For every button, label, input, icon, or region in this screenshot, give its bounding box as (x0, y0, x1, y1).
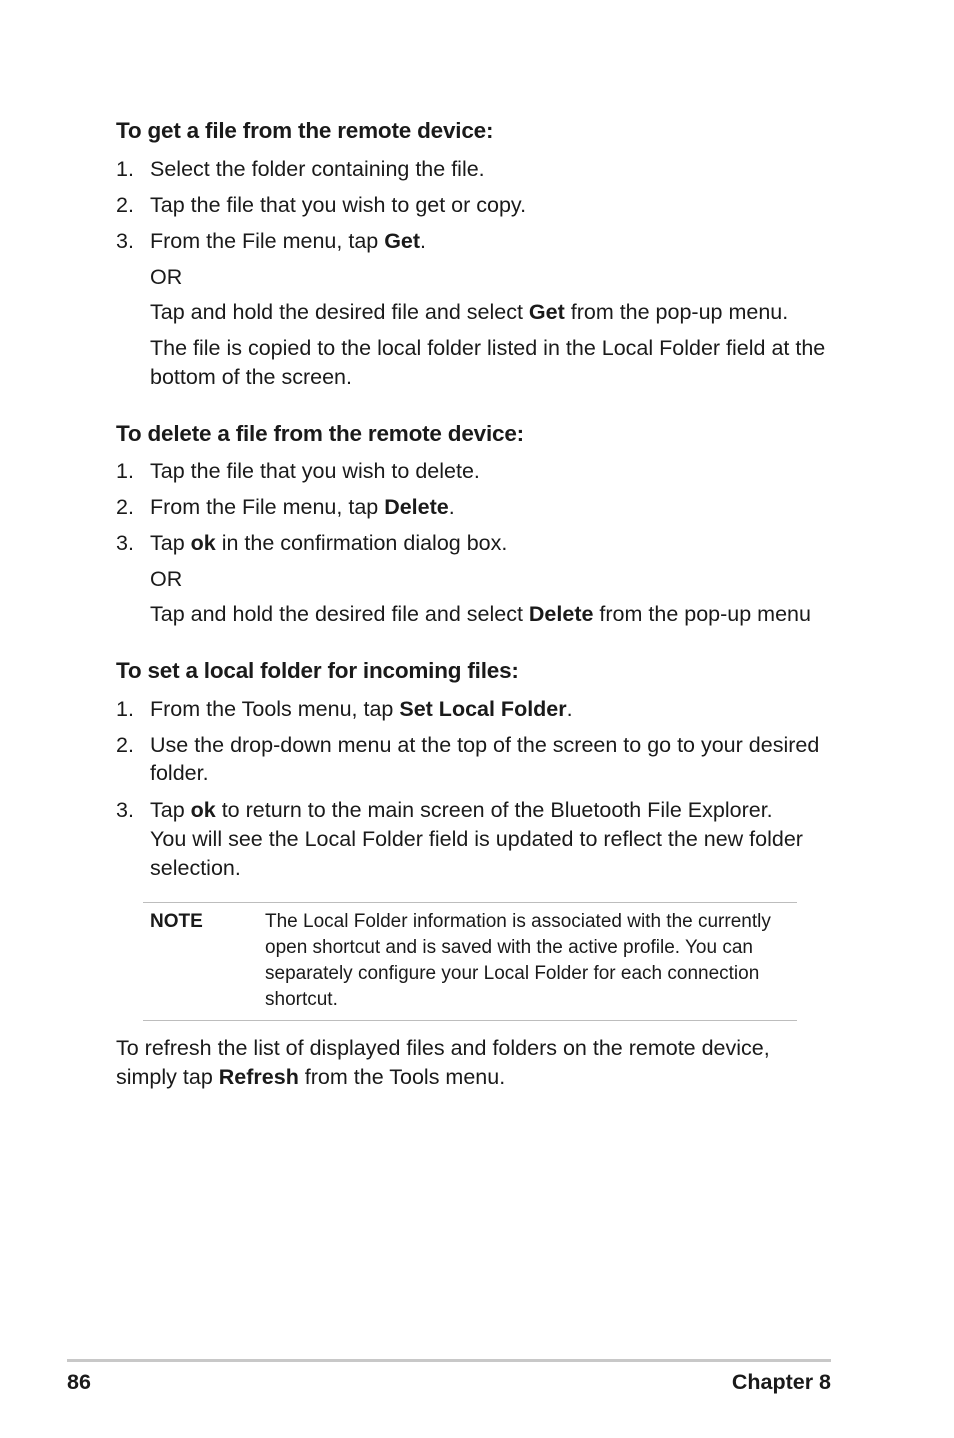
note-top-rule (143, 902, 797, 903)
step-text: You will see the Local Folder field is updated to reflect the new folder (150, 827, 803, 851)
step-number: 2. (116, 733, 134, 757)
alternative-step: Tap and hold the desired file and select Get from the pop-up menu. (150, 300, 789, 324)
step-number: 3. (116, 798, 134, 822)
step-text: Tap ok to return to the main screen of the Bluetooth File Explorer. (150, 798, 773, 822)
closing-paragraph: To refresh the list of displayed files and folders on the remote device, (116, 1036, 770, 1060)
menu-command-get: Get (384, 229, 421, 253)
step-number: 3. (116, 229, 134, 253)
step-text: folder. (150, 761, 209, 785)
step-text: Tap the file that you wish to delete. (150, 459, 480, 483)
step-number: 3. (116, 531, 134, 555)
step-number: 1. (116, 459, 134, 483)
note-text: separately configure your Local Folder for each connection (265, 963, 760, 984)
dialog-button-ok: ok (190, 798, 216, 822)
note-text: shortcut. (265, 989, 338, 1010)
step-text: Tap the file that you wish to get or copy. (150, 193, 527, 217)
menu-command-refresh: Refresh (218, 1065, 299, 1089)
menu-command-get: Get (528, 300, 565, 324)
or-label: OR (150, 265, 183, 289)
section-heading-get-file: To get a file from the remote device: (116, 118, 494, 143)
result-text: The file is copied to the local folder listed in the Local Folder field at the (150, 336, 826, 360)
step-text: Use the drop-down menu at the top of the screen to go to your desired (150, 733, 820, 757)
note-text: The Local Folder information is associated with the currently (265, 911, 771, 932)
note-label: NOTE (150, 911, 203, 932)
footer-rule (67, 1359, 831, 1362)
note-bottom-rule (143, 1020, 797, 1021)
alternative-step: Tap and hold the desired file and select Delete from the pop-up menu (150, 602, 811, 626)
closing-paragraph: simply tap Refresh from the Tools menu. (116, 1065, 506, 1089)
section-heading-delete-file: To delete a file from the remote device: (116, 421, 524, 446)
step-text: Tap ok in the confirmation dialog box. (150, 531, 508, 555)
step-text: selection. (150, 856, 241, 880)
note-text: open shortcut and is saved with the active profile. You can (265, 937, 753, 958)
step-number: 2. (116, 495, 134, 519)
step-number: 1. (116, 697, 134, 721)
menu-command-set-local-folder: Set Local Folder (399, 697, 567, 721)
menu-command-delete: Delete (384, 495, 449, 519)
or-label: OR (150, 567, 183, 591)
step-text: From the File menu, tap Delete. (150, 495, 455, 519)
step-number: 1. (116, 157, 134, 181)
menu-command-delete: Delete (528, 602, 594, 626)
chapter-label: Chapter 8 (731, 1370, 831, 1394)
result-text: bottom of the screen. (150, 365, 352, 389)
page-number: 86 (67, 1370, 91, 1394)
step-text: Select the folder containing the file. (150, 157, 485, 181)
section-heading-local-folder: To set a local folder for incoming files: (116, 658, 519, 683)
dialog-button-ok: ok (190, 531, 216, 555)
step-text: From the File menu, tap Get. (150, 229, 427, 253)
step-text: From the Tools menu, tap Set Local Folder. (150, 697, 573, 721)
step-number: 2. (116, 193, 134, 217)
